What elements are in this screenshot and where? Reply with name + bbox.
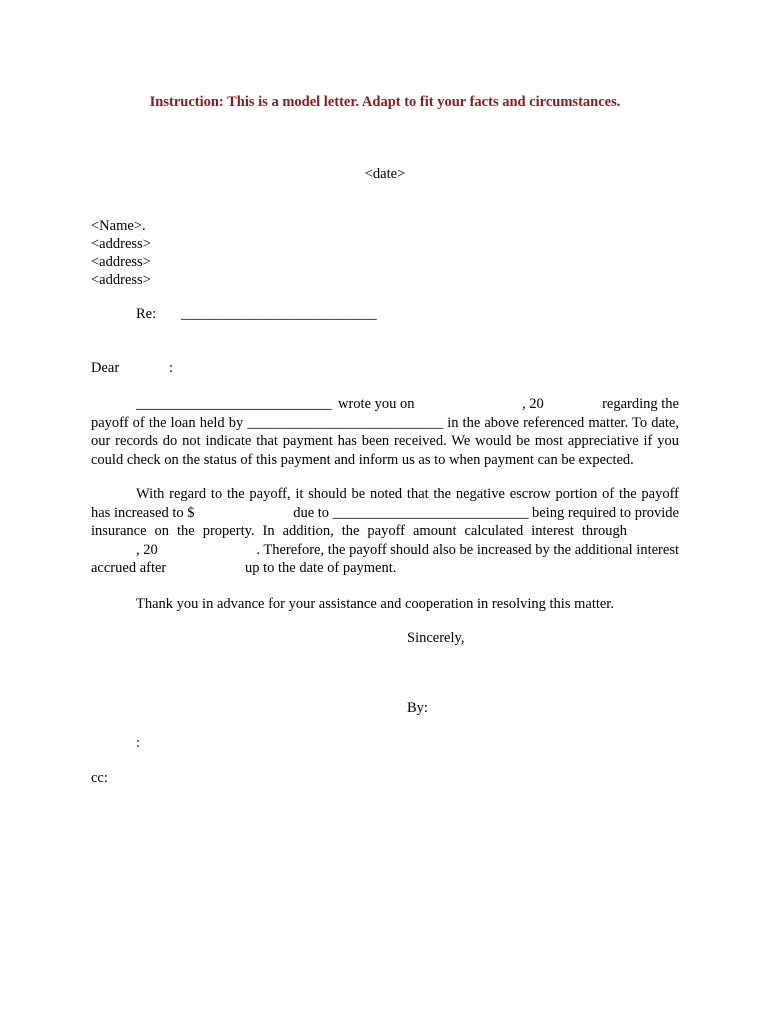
para1-line-4: could check on the status of this payment and inform us as to when payment can be expected.: [91, 451, 634, 468]
para2-accrued-after: accrued after: [91, 560, 167, 576]
signature-by: By:: [407, 700, 428, 716]
para1-wrote: wrote you on: [338, 396, 415, 412]
addressee-address-3: <address>: [91, 272, 151, 288]
paragraph-2: [91, 485, 679, 578]
paragraph-1: [91, 395, 679, 469]
para2-year: , 20: [136, 541, 158, 558]
para2-increased: has increased to $: [91, 504, 195, 521]
para2-line-1: With regard to the payoff, it should be noted that the negative escrow portion of the payoff: [136, 486, 679, 502]
para2-therefore: . Therefore, the payoff should also be increased by the additional interest: [256, 541, 679, 558]
para1-line-2: payoff of the loan held by ___________________________ in the above referenced matter. To date,: [91, 414, 679, 431]
para1-regarding: regarding the: [602, 396, 679, 412]
letter-date: <date>: [364, 166, 406, 182]
addressee-address-2: <address>: [91, 254, 151, 270]
para1-year: , 20: [522, 396, 544, 412]
para2-line-3: insurance on the property. In addition, the payoff amount calculated interest through: [91, 523, 627, 539]
cc-label: cc:: [91, 770, 108, 786]
closing-sincerely: Sincerely,: [407, 630, 465, 646]
salutation-colon: :: [169, 360, 174, 376]
para2-date-of-payment: up to the date of payment.: [245, 560, 397, 576]
para1-line-3: our records do not indicate that payment has been received. We would be most appreciative if you: [91, 433, 679, 449]
salutation-dear: Dear: [91, 360, 120, 376]
paragraph-3: Thank you in advance for your assistance and cooperation in resolving this matter.: [136, 596, 614, 612]
addressee-address-1: <address>: [91, 236, 151, 252]
re-blank: ___________________________: [181, 306, 377, 322]
instruction-note: Instruction: This is a model letter. Adapt to fit your facts and circumstances.: [149, 94, 621, 110]
para1-writer-blank: ___________________________: [136, 396, 332, 412]
re-label: Re:: [136, 306, 157, 322]
para2-due-to: due to ___________________________ being required to provide: [293, 504, 679, 521]
signature-colon: :: [136, 735, 141, 751]
addressee-name: <Name>.: [91, 218, 146, 234]
